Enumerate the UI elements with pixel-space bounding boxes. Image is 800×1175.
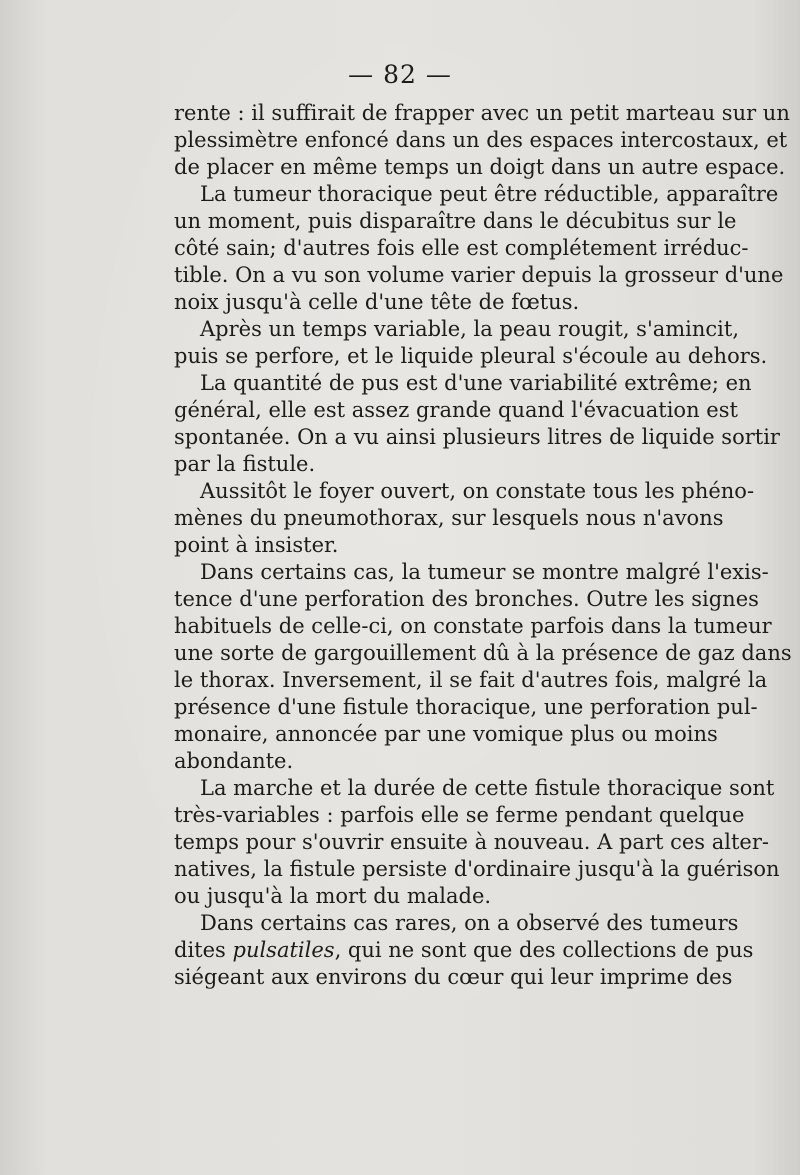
paragraph-3 xyxy=(174,316,768,370)
paragraph-4 xyxy=(174,370,780,478)
text-line: point à insister. xyxy=(174,533,339,557)
paragraph-7 xyxy=(174,775,780,910)
text-line: de placer en même temps un doigt dans un autre espace. xyxy=(174,155,786,179)
text-line: siégeant aux environs du cœur qui leur imprime des xyxy=(174,965,733,989)
text-fragment: dites xyxy=(174,938,226,962)
text-line: le thorax. Inversement, il se fait d'autres fois, malgré la xyxy=(174,668,768,692)
text-line: ou jusqu'à la mort du malade. xyxy=(174,884,492,908)
text-line: Dans certains cas, la tumeur se montre malgré l'exis- xyxy=(200,560,769,584)
text-line: plessimètre enfoncé dans un des espaces intercostaux, et xyxy=(174,128,788,152)
text-line: abondante. xyxy=(174,749,294,773)
text-line: La tumeur thoracique peut être réductible, apparaître xyxy=(200,182,779,206)
text-line: La marche et la durée de cette fistule thoracique sont xyxy=(200,776,775,800)
text-line: Aussitôt le foyer ouvert, on constate tous les phéno- xyxy=(200,479,755,503)
text-line: puis se perfore, et le liquide pleural s'écoule au dehors. xyxy=(174,344,768,368)
text-line: tible. On a vu son volume varier depuis la grosseur d'une xyxy=(174,263,784,287)
paragraph-6 xyxy=(174,559,792,775)
text-line: Dans certains cas rares, on a observé des tumeurs xyxy=(200,911,739,935)
paragraph-1 xyxy=(174,100,790,181)
text-line: une sorte de gargouillement dû à la présence de gaz dans xyxy=(174,641,792,665)
text-line: général, elle est assez grande quand l'évacuation est xyxy=(174,398,738,422)
text-line: Après un temps variable, la peau rougit, s'amincit, xyxy=(200,317,739,341)
paragraph-5 xyxy=(174,478,755,559)
text-line: La quantité de pus est d'une variabilité extrême; en xyxy=(200,371,752,395)
text-line: côté sain; d'autres fois elle est complétement irréduc- xyxy=(174,236,749,260)
italic-term: pulsatiles xyxy=(232,938,335,962)
text-line: temps pour s'ouvrir ensuite à nouveau. A part ces alter- xyxy=(174,830,769,854)
text-line: très-variables : parfois elle se ferme pendant quelque xyxy=(174,803,745,827)
paragraph-2 xyxy=(174,181,784,316)
text-line: spontanée. On a vu ainsi plusieurs litres de liquide sortir xyxy=(174,425,780,449)
text-line: mènes du pneumothorax, sur lesquels nous n'avons xyxy=(174,506,724,530)
text-line: par la fistule. xyxy=(174,452,316,476)
text-line: tence d'une perforation des bronches. Outre les signes xyxy=(174,587,759,611)
paragraph-8 xyxy=(174,910,754,991)
text-fragment: , qui ne sont que des collections de pus xyxy=(334,938,754,962)
text-line: habituels de celle-ci, on constate parfois dans la tumeur xyxy=(174,614,772,638)
text-line: un moment, puis disparaître dans le décubitus sur le xyxy=(174,209,737,233)
text-line: rente : il suffirait de frapper avec un petit marteau sur un xyxy=(174,101,790,125)
text-line: natives, la fistule persiste d'ordinaire jusqu'à la guérison xyxy=(174,857,780,881)
page-number: — 82 — xyxy=(348,60,452,89)
body-text xyxy=(174,100,792,991)
text-line: monaire, annoncée par une vomique plus ou moins xyxy=(174,722,718,746)
text-line: noix jusqu'à celle d'une tête de fœtus. xyxy=(174,290,580,314)
text-line-mixed xyxy=(174,937,754,964)
text-line: présence d'une fistule thoracique, une perforation pul- xyxy=(174,695,758,719)
